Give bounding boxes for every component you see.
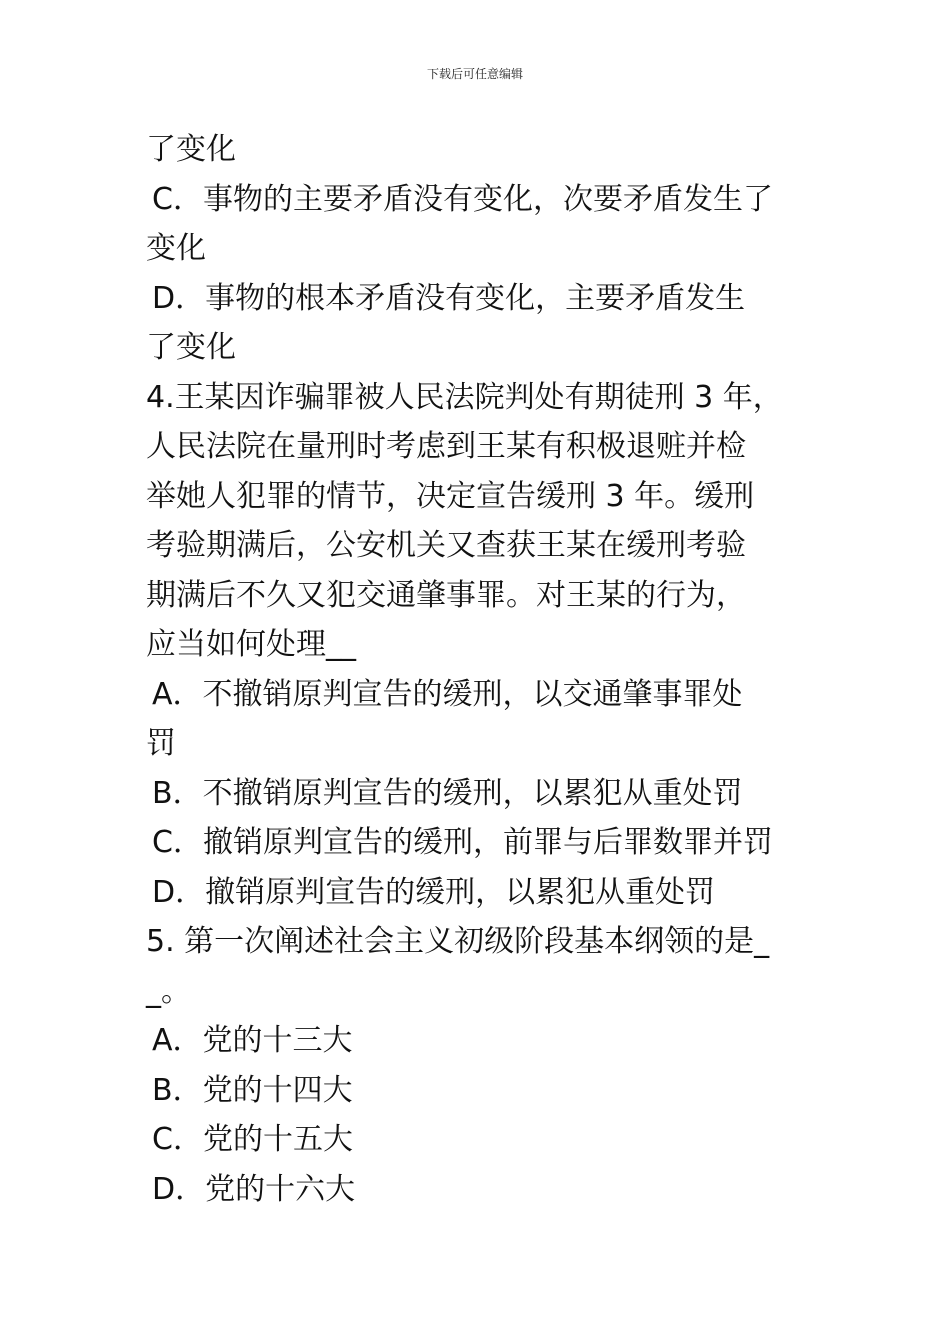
text-line: _。	[146, 973, 191, 1009]
text-line: 了变化	[146, 132, 236, 167]
text-line: 考验期满后，公安机关又查获王某在缓刑考验	[146, 528, 746, 563]
text-line: 应当如何处理__	[146, 627, 356, 662]
option-c: C．党的十五大	[152, 1122, 353, 1157]
option-c: C．事物的主要矛盾没有变化，次要矛盾发生了	[152, 181, 773, 217]
option-c: C．撤销原判宣告的缓刑，前罪与后罪数罪并罚	[152, 825, 773, 860]
text-line: 罚	[146, 726, 176, 761]
option-b: B．党的十四大	[152, 1072, 353, 1108]
option-a: A．党的十三大	[152, 1023, 353, 1058]
page-header: 下载后可任意编辑	[426, 67, 523, 81]
text-line: 人民法院在量刑时考虑到王某有积极退赃并检	[146, 429, 746, 464]
option-d: D．撤销原判宣告的缓刑，以累犯从重处罚	[152, 874, 716, 910]
text-line: 举她人犯罪的情节，决定宣告缓刑 3 年。缓刑	[146, 478, 755, 514]
question-4: 4.王某因诈骗罪被人民法院判处有期徒刑 3 年，	[146, 379, 783, 415]
option-d: D．党的十六大	[152, 1171, 356, 1207]
option-a: A．不撤销原判宣告的缓刑，以交通肇事罪处	[152, 676, 743, 712]
question-5: 5. 第一次阐述社会主义初级阶段基本纲领的是_	[146, 924, 770, 959]
text-line: 了变化	[146, 330, 236, 365]
document-body	[146, 125, 826, 1214]
option-b: B．不撤销原判宣告的缓刑，以累犯从重处罚	[152, 775, 743, 811]
text-line: 期满后不久又犯交通肇事罪。对王某的行为，	[146, 577, 746, 613]
option-d: D．事物的根本矛盾没有变化，主要矛盾发生	[152, 280, 746, 316]
text-line: 变化	[146, 231, 206, 266]
